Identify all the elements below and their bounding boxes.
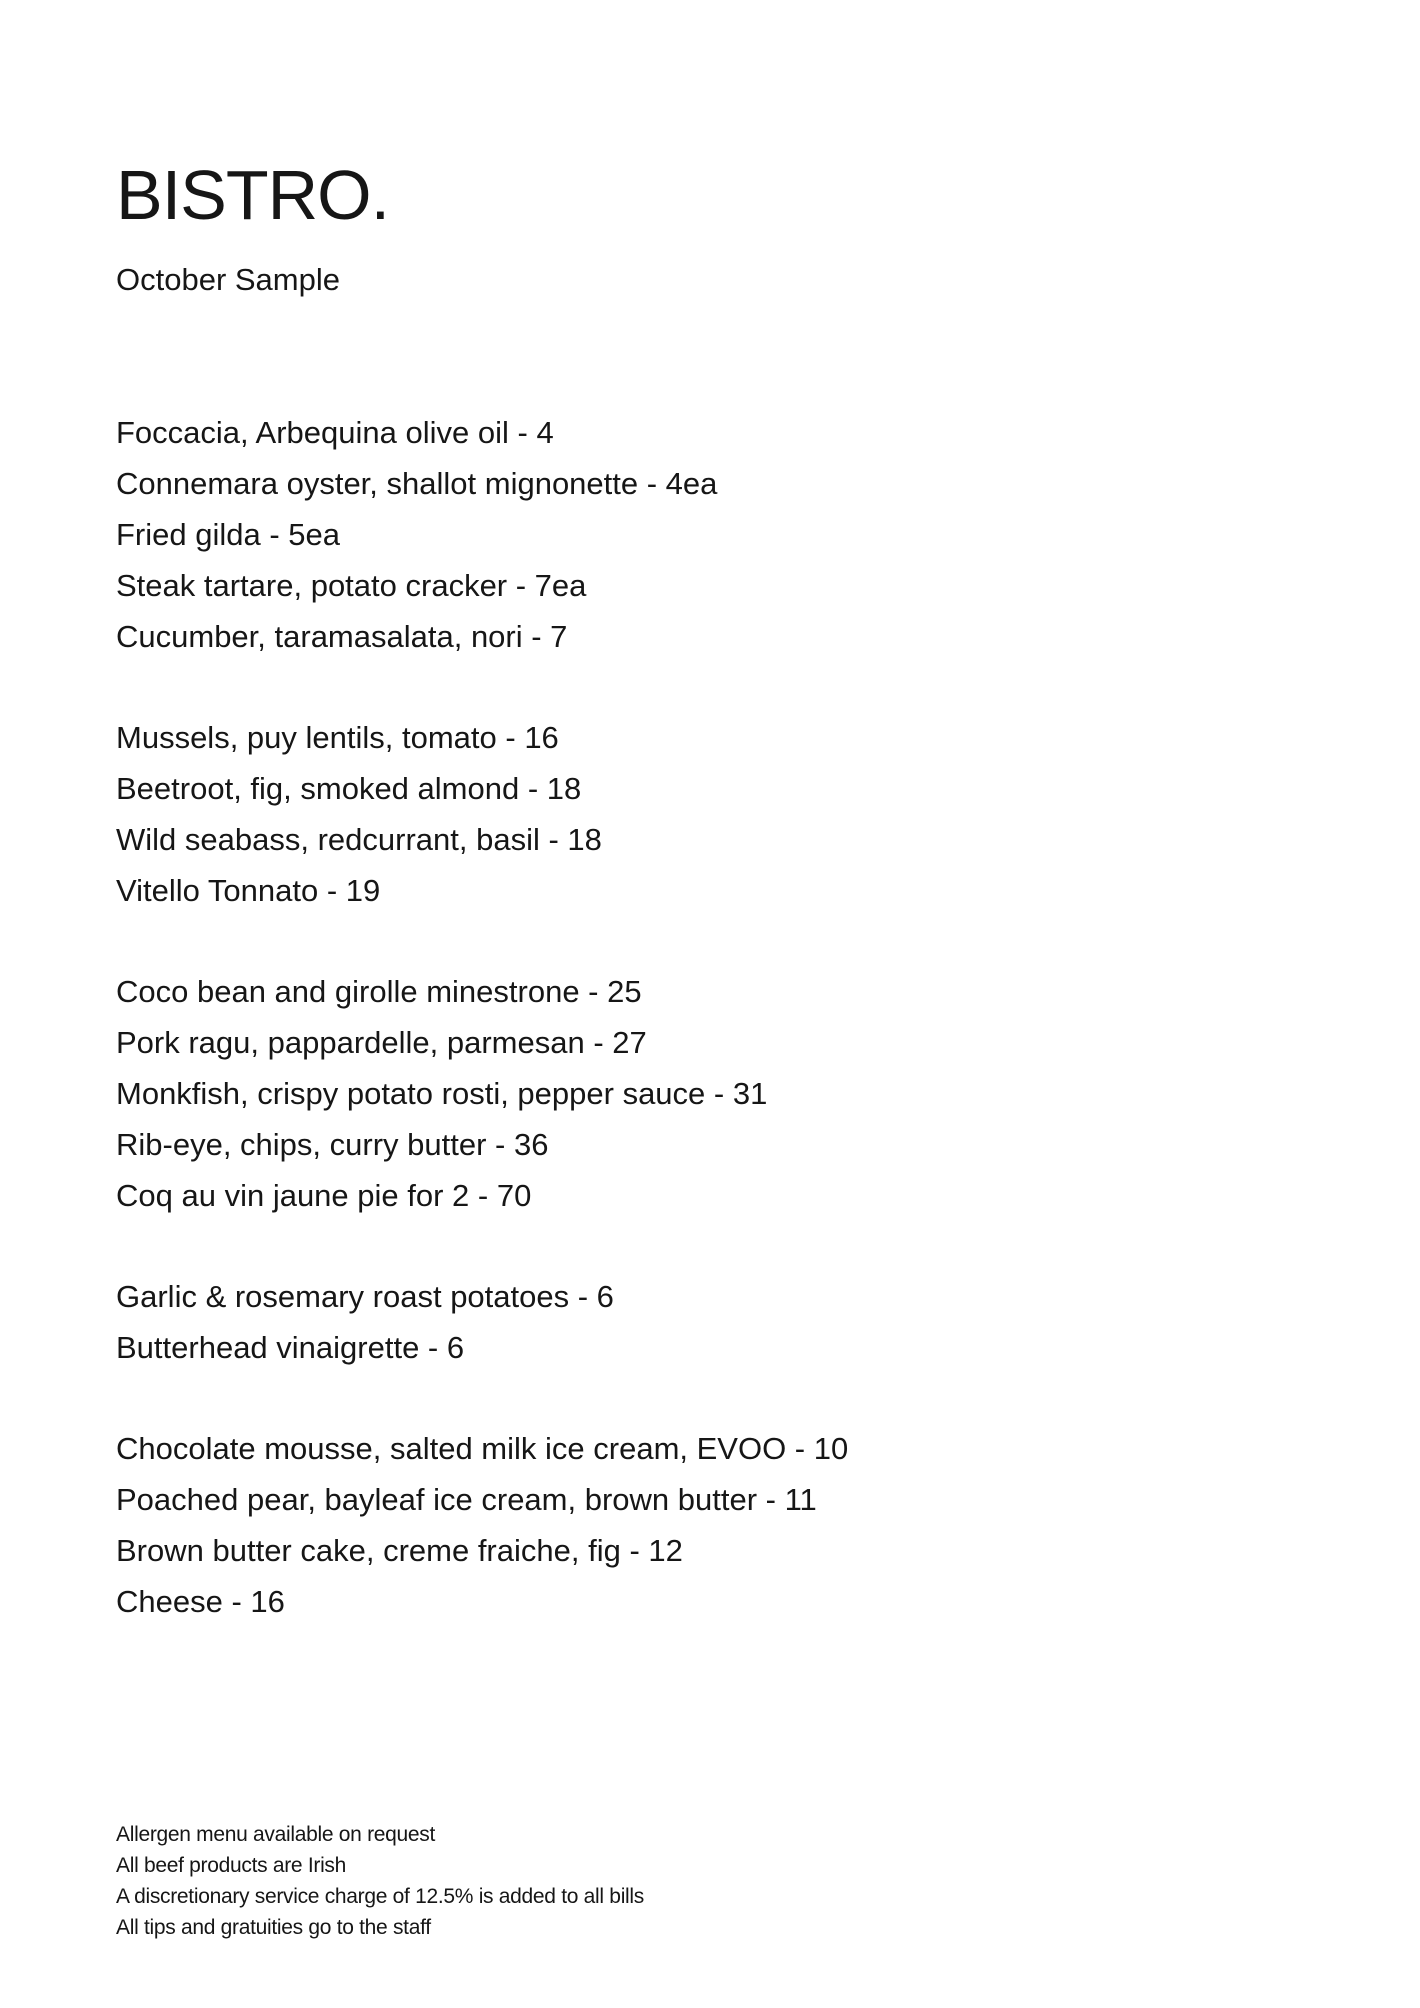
- menu-section-sides: [116, 1271, 848, 1373]
- menu-item: Cucumber, taramasalata, nori - 7: [116, 619, 568, 654]
- menu-item: Mussels, puy lentils, tomato - 16: [116, 720, 559, 755]
- menu-item: Wild seabass, redcurrant, basil - 18: [116, 822, 602, 857]
- menu-item: Coco bean and girolle minestrone - 25: [116, 974, 642, 1009]
- menu-item: Rib-eye, chips, curry butter - 36: [116, 1127, 549, 1162]
- menu-item: Garlic & rosemary roast potatoes - 6: [116, 1279, 614, 1314]
- menu-item: Monkfish, crispy potato rosti, pepper sauce - 31: [116, 1076, 768, 1111]
- page-subtitle: October Sample: [116, 262, 340, 297]
- menu-item: Connemara oyster, shallot mignonette - 4ea: [116, 466, 718, 501]
- menu-item: Butterhead vinaigrette - 6: [116, 1330, 465, 1365]
- menu-item: Foccacia, Arbequina olive oil - 4: [116, 415, 554, 450]
- footer-note: All tips and gratuities go to the staff: [116, 1916, 431, 1939]
- menu-item: Cheese - 16: [116, 1584, 285, 1619]
- menu-item: Vitello Tonnato - 19: [116, 873, 381, 908]
- menu-item: Pork ragu, pappardelle, parmesan - 27: [116, 1025, 647, 1060]
- menu-sections: [116, 407, 848, 1677]
- footer-note: A discretionary service charge of 12.5% is added to all bills: [116, 1885, 644, 1908]
- menu-page: [116, 0, 1316, 2008]
- menu-item: Poached pear, bayleaf ice cream, brown butter - 11: [116, 1482, 817, 1517]
- menu-section-mains: [116, 966, 848, 1221]
- footer-note: Allergen menu available on request: [116, 1823, 436, 1846]
- menu-section-starters: [116, 712, 848, 916]
- menu-item: Fried gilda - 5ea: [116, 517, 341, 552]
- menu-item: Brown butter cake, creme fraiche, fig - 12: [116, 1533, 683, 1568]
- menu-section-snacks: [116, 407, 848, 662]
- menu-item: Steak tartare, potato cracker - 7ea: [116, 568, 587, 603]
- page-title: BISTRO.: [116, 156, 390, 234]
- footer-note: All beef products are Irish: [116, 1854, 347, 1877]
- menu-section-desserts: [116, 1423, 848, 1627]
- menu-item: Beetroot, fig, smoked almond - 18: [116, 771, 582, 806]
- menu-item: Chocolate mousse, salted milk ice cream, EVOO - 10: [116, 1431, 849, 1466]
- menu-item: Coq au vin jaune pie for 2 - 70: [116, 1178, 532, 1213]
- footer-notes: [116, 1819, 644, 1943]
